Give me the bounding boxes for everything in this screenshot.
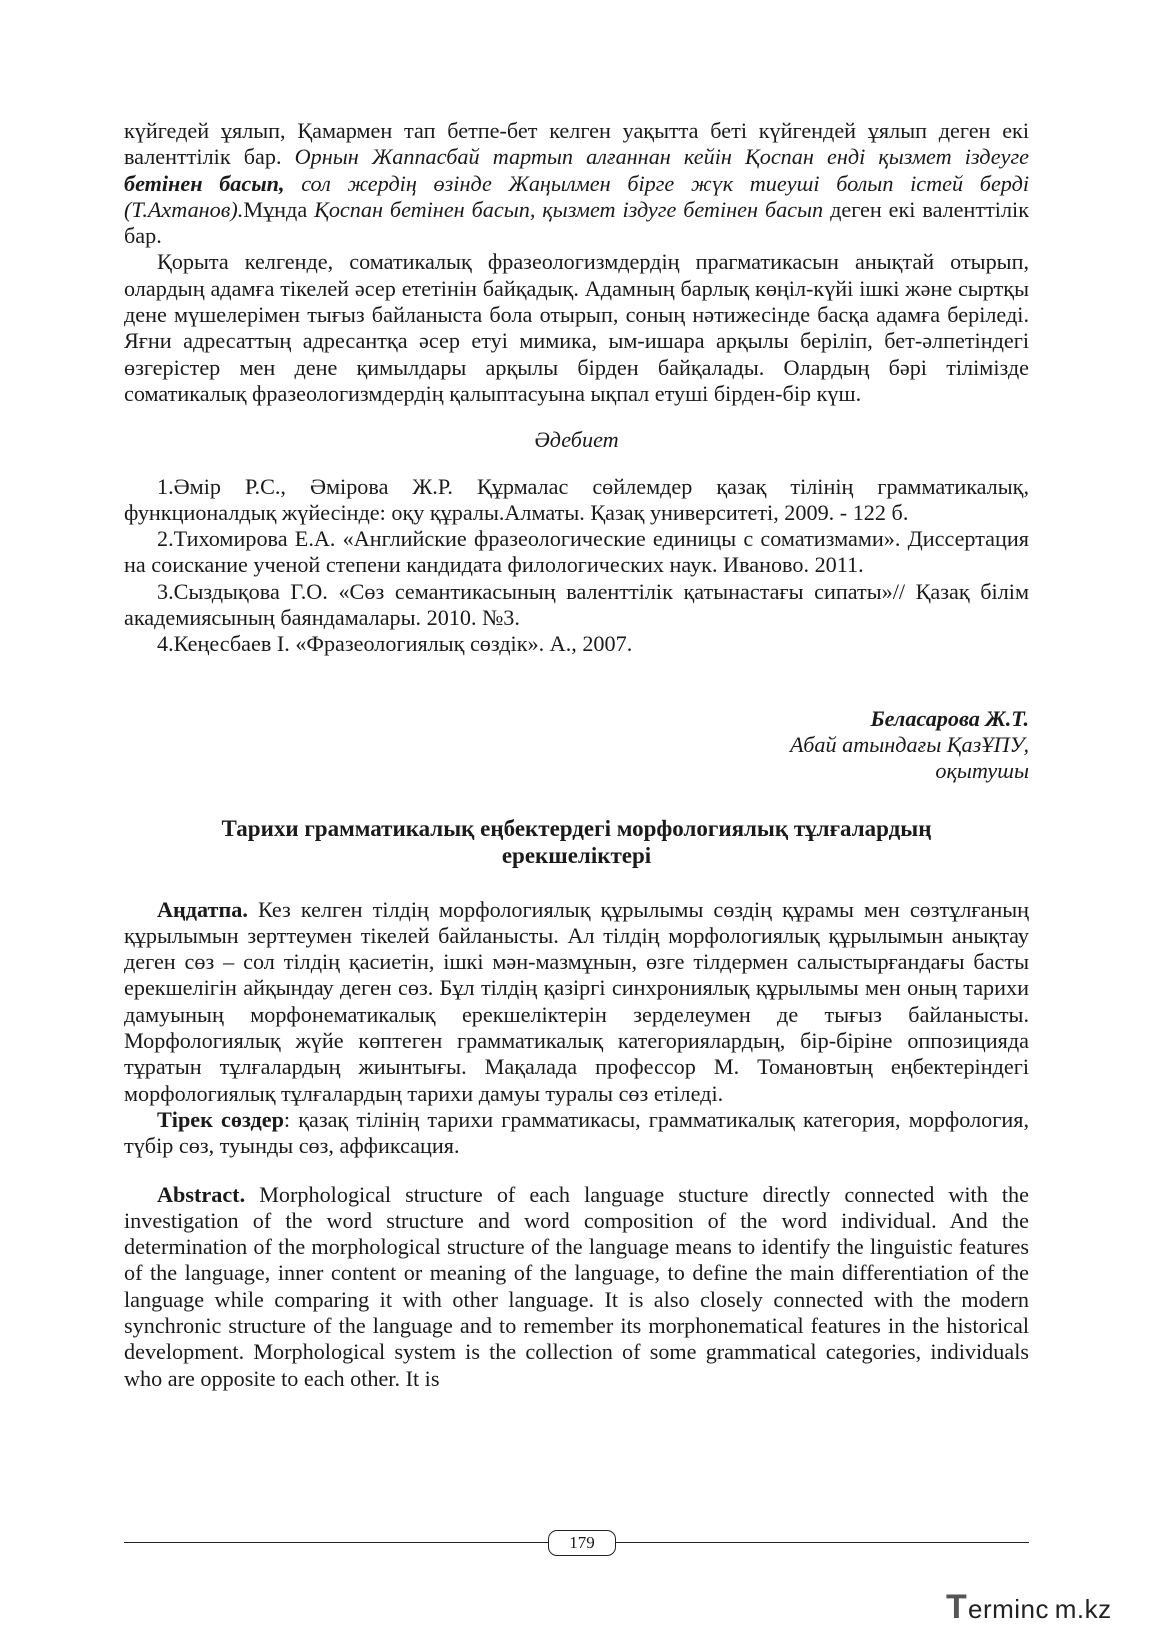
reference-item: 2.Тихомирова Е.А. «Английские фразеологические единицы с соматизмами». Диссертация на соискание ученой степени кандидата филологических наук. Иваново. 2011. bbox=[124, 526, 1029, 578]
reference-item: 1.Әмір Р.С., Әмірова Ж.Р. Құрмалас сөйлемдер қазақ тілінің грамматикалық, функционалдық жүйесінде: оқу құралы.Алматы. Қазақ университеті, 2009. - 122 б. bbox=[124, 473, 1029, 525]
page-body bbox=[124, 118, 1029, 1392]
reference-item: 3.Сыздықова Г.О. «Сөз семантикасының валенттілік қатынастағы сипаты»// Қазақ білім академиясының баяндамалары. 2010. №3. bbox=[124, 578, 1029, 631]
references-list bbox=[124, 474, 1029, 658]
reference-item: 4.Кеңесбаев І. «Фразеологиялық сөздік». А., 2007. bbox=[157, 631, 633, 657]
watermark-first-letter: T bbox=[946, 1588, 967, 1626]
abstract-english: Abstract. Morphological structure of each language stucture directly connected with the investigation of the word structure and word composition of the word individual. And the determination of the morphological structure of the language means to identify the linguistic features of the language, inner content or meaning of the language, to define the main differentiation of the language while comparing it with other language. It is also closely connected with the modern synchronic structure of the language and to remember its morphonematical features in the historical development. Morphological system is the collection of some grammatical categories, individuals who are opposite to each other. It is bbox=[124, 1181, 1029, 1391]
footer-rule-right bbox=[616, 1542, 1029, 1543]
author-position: оқытушы bbox=[935, 758, 1029, 784]
footer-rule-left bbox=[124, 1542, 548, 1543]
keywords: Тірек сөздер: қазақ тілінің тарихи грамматикасы, грамматикалық категория, морфология, түбір сөз, туынды сөз, аффиксация. bbox=[124, 1106, 1029, 1159]
watermark-text: erminc m.kz bbox=[968, 1594, 1112, 1624]
abstract-kazakh: Аңдатпа. Кез келген тілдің морфологиялық құрылымы сөздің құрамы мен сөзтұлғаның құрылымын зерттеумен тікелей байланысты. Ал тілдің морфологиялық құрылымын анықтау деген сөз – сол тілдің қасиетін, ішкі мән-мазмұнын, өзге тілдермен салыстырғандағы басты ерекшелігін айқындау деген сөз. Бұл тілдің қазіргі синхрониялық құрылымы мен оның тарихи дамуының морфонематикалық ерекшеліктерін зерделеумен де тығыз байланысты. Морфологиялық жүйе көптеген грамматикалық категориялардың, бір-біріне оппозицияда тұратын тұлғалардың жиынтығы. Мақалада профессор М. Томановтың еңбектеріндегі морфологиялық тұлғалардың тарихи дамуы туралы сөз етіледі. bbox=[124, 896, 1029, 1106]
abstract-kazakh-label: Аңдатпа. bbox=[157, 896, 248, 922]
article-title: Тарихи грамматикалық еңбектердегі морфологиялық тұлғалардың ерекшеліктері bbox=[221, 815, 932, 868]
paragraph-conclusion: Қорыта келгенде, соматикалық фразеологизмдердің прагматикасын анықтай отырып, олардың адамға тікелей әсер ететінін байқадық. Адамның барлық көңіл-күйі ішкі және сыртқы дене мүшелерімен тығыз байланыста бола отырып, соның нәтижесінде басқа адамға беріледі. Яғни адресаттың адресантқа әсер етуі мимика, ым-ишара арқылы беріліп, бет-әлпетіндегі өзгерістер мен дене қимылдары арқылы бірден байқалады. Олардың бәрі тілімізде соматикалық фразеологизмдердің қалыптасуына ықпал етуші бірден-бір күш. bbox=[124, 249, 1029, 406]
author-name: Беласарова Ж.Т. bbox=[870, 705, 1029, 731]
abstract-english-label: Abstract. bbox=[157, 1181, 246, 1207]
page-number: 179 bbox=[548, 1530, 616, 1556]
watermark-logo bbox=[946, 1588, 1146, 1628]
references-heading: Әдебиет bbox=[534, 427, 619, 453]
paragraph-continuation: күйгедей ұялып, Қамармен тап бетпе-бет келген уақытта беті күйгендей ұялып деген екі валенттілік бар. Орнын Жаппасбай тартып алғаннан кейін Қоспан енді қызмет іздеуге бетінен басып, сол жердің өзінде Жаңылмен бірге жүк тиеуші болып істей берді (Т.Ахтанов).Мұнда Қоспан бетінен басып, қызмет іздуге бетінен басып деген екі валенттілік бар. bbox=[124, 118, 1030, 249]
author-block bbox=[124, 706, 1029, 785]
author-affiliation: Абай атындағы ҚазҰПУ, bbox=[789, 731, 1029, 757]
keywords-label: Тірек сөздер bbox=[157, 1106, 284, 1132]
